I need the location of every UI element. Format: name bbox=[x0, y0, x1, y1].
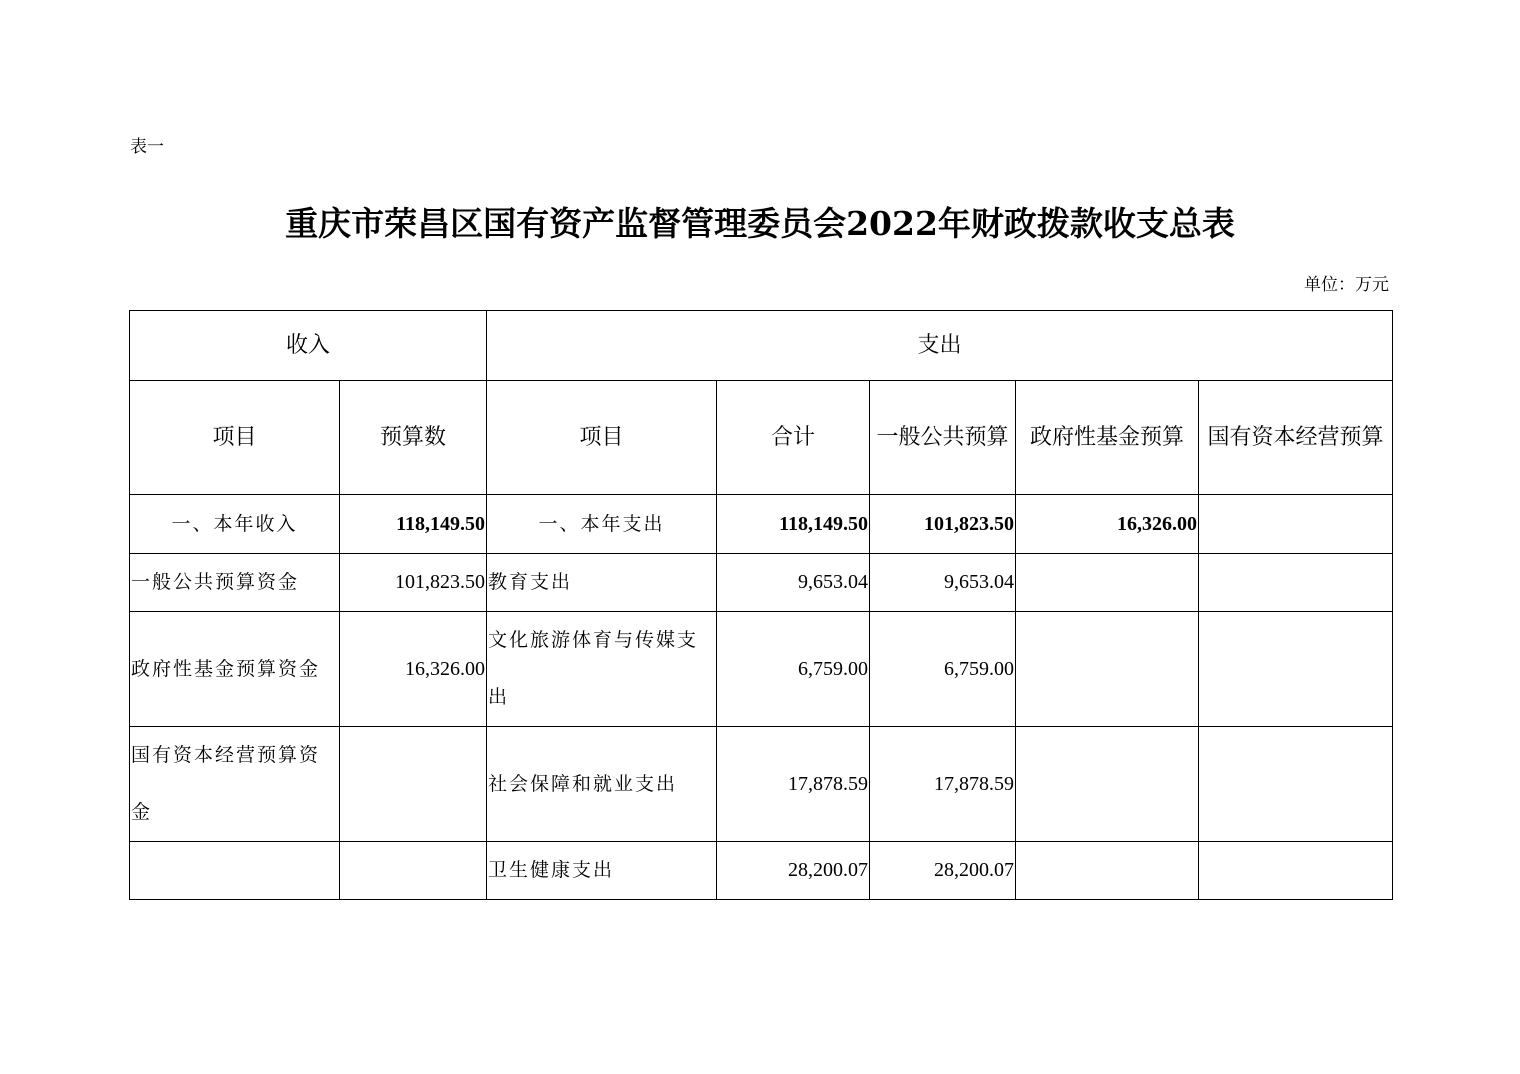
income-item-cell: 政府性基金预算资金 bbox=[130, 612, 340, 727]
state-capital-cell bbox=[1199, 842, 1393, 900]
income-budget-cell: 16,326.00 bbox=[340, 612, 487, 727]
table-row bbox=[130, 495, 1393, 554]
col-header-gov-fund: 政府性基金预算 bbox=[1016, 381, 1199, 495]
general-public-cell: 101,823.50 bbox=[870, 495, 1016, 554]
finance-summary-table bbox=[129, 310, 1393, 900]
table-row bbox=[130, 612, 1393, 727]
income-budget-cell: 101,823.50 bbox=[340, 554, 487, 612]
document-title: 重庆市荣昌区国有资产监督管理委员会2022年财政拨款收支总表 bbox=[285, 204, 1235, 243]
income-item-cell: 一、本年收入 bbox=[130, 495, 340, 554]
col-header-income-budget: 预算数 bbox=[340, 381, 487, 495]
total-cell: 118,149.50 bbox=[717, 495, 870, 554]
total-cell: 6,759.00 bbox=[717, 612, 870, 727]
general-public-cell: 17,878.59 bbox=[870, 727, 1016, 842]
income-item-cell bbox=[130, 842, 340, 900]
col-header-total: 合计 bbox=[717, 381, 870, 495]
expense-item-cell: 卫生健康支出 bbox=[487, 842, 717, 900]
expense-item-cell: 社会保障和就业支出 bbox=[487, 727, 717, 842]
expense-item-cell: 文化旅游体育与传媒支出 bbox=[487, 612, 717, 727]
state-capital-cell bbox=[1199, 727, 1393, 842]
expense-group-header: 支出 bbox=[487, 311, 1393, 381]
total-cell: 28,200.07 bbox=[717, 842, 870, 900]
table-number-label: 表一 bbox=[130, 137, 164, 157]
gov-fund-cell: 16,326.00 bbox=[1016, 495, 1199, 554]
gov-fund-cell bbox=[1016, 727, 1199, 842]
table-row bbox=[130, 554, 1393, 612]
table-row bbox=[130, 842, 1393, 900]
income-budget-cell: 118,149.50 bbox=[340, 495, 487, 554]
income-item-cell: 一般公共预算资金 bbox=[130, 554, 340, 612]
general-public-cell: 28,200.07 bbox=[870, 842, 1016, 900]
income-item-cell: 国有资本经营预算资金 bbox=[130, 727, 340, 842]
general-public-cell: 6,759.00 bbox=[870, 612, 1016, 727]
col-header-expense-item: 项目 bbox=[487, 381, 717, 495]
income-group-header: 收入 bbox=[130, 311, 487, 381]
expense-item-cell: 教育支出 bbox=[487, 554, 717, 612]
col-header-state-capital: 国有资本经营预算 bbox=[1199, 381, 1393, 495]
state-capital-cell bbox=[1199, 612, 1393, 727]
total-cell: 17,878.59 bbox=[717, 727, 870, 842]
expense-item-cell: 一、本年支出 bbox=[487, 495, 717, 554]
gov-fund-cell bbox=[1016, 554, 1199, 612]
column-header-row bbox=[130, 381, 1393, 495]
col-header-income-item: 项目 bbox=[130, 381, 340, 495]
gov-fund-cell bbox=[1016, 842, 1199, 900]
table-row bbox=[130, 727, 1393, 842]
group-header-row bbox=[130, 311, 1393, 381]
general-public-cell: 9,653.04 bbox=[870, 554, 1016, 612]
unit-label: 单位：万元 bbox=[1304, 275, 1389, 295]
income-budget-cell bbox=[340, 842, 487, 900]
state-capital-cell bbox=[1199, 495, 1393, 554]
gov-fund-cell bbox=[1016, 612, 1199, 727]
total-cell: 9,653.04 bbox=[717, 554, 870, 612]
col-header-general-public: 一般公共预算 bbox=[870, 381, 1016, 495]
income-budget-cell bbox=[340, 727, 487, 842]
state-capital-cell bbox=[1199, 554, 1393, 612]
